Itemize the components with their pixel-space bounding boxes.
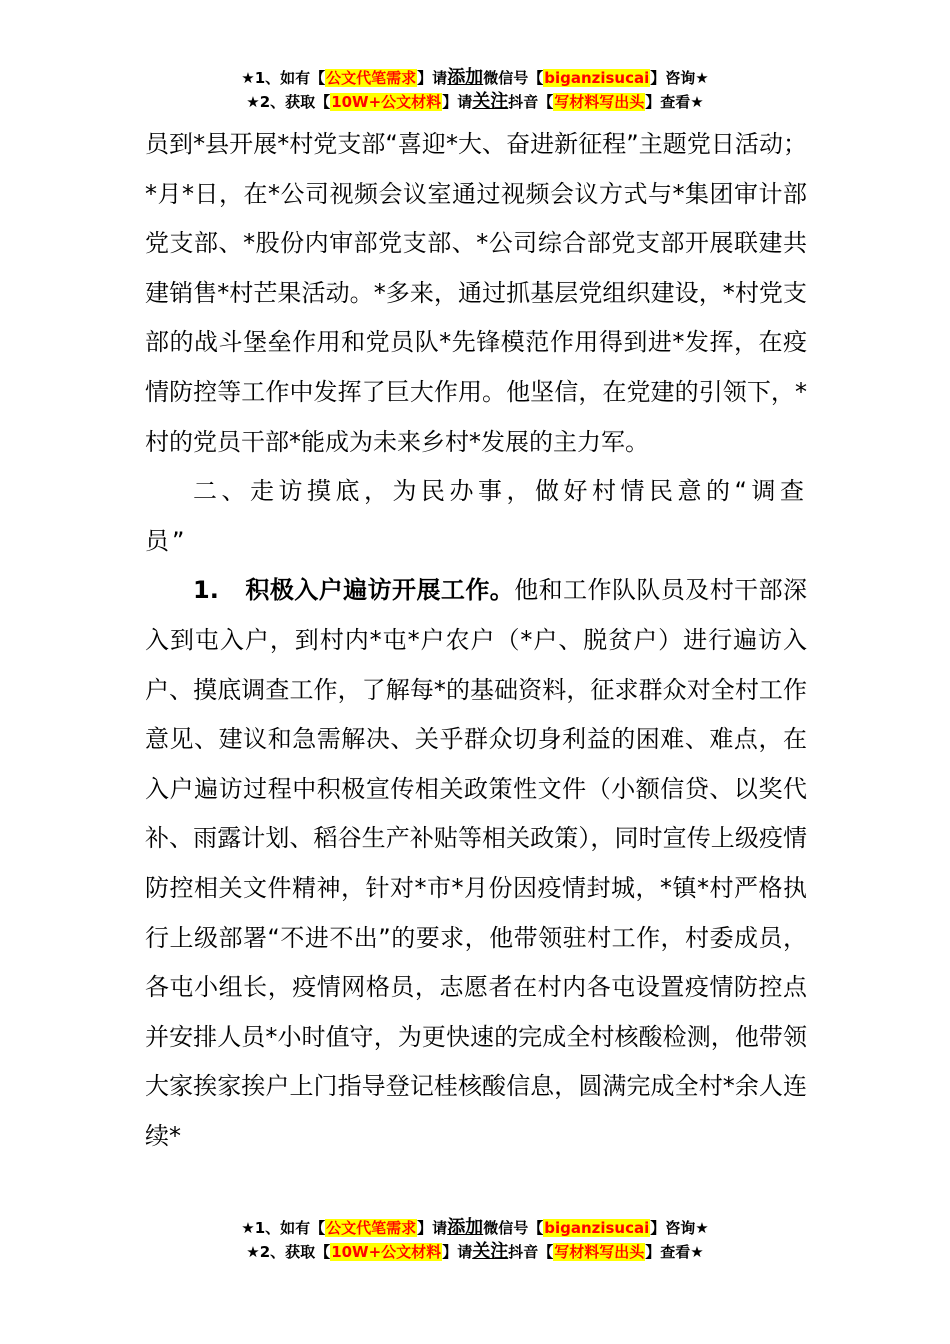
- paragraph: [145, 566, 807, 1161]
- banner-text: 】查看★: [645, 1243, 704, 1261]
- banner-text: ★2、获取【: [246, 93, 331, 111]
- header-banner: [0, 66, 950, 114]
- banner-line-2: [0, 1240, 950, 1264]
- banner-emphasis: 关注: [472, 91, 509, 112]
- banner-text: 抖音【: [508, 1243, 554, 1261]
- banner-highlight: biganzisucai: [544, 1219, 650, 1237]
- document-body: [145, 120, 807, 1161]
- banner-text: 】请: [417, 1219, 448, 1237]
- banner-text: 微信号【: [483, 1219, 544, 1237]
- paragraph: 员到*县开展*村党支部“喜迎*大、奋进新征程”主题党日活动；*月*日，在*公司视频会议室通过视频会议方式与*集团审计部党支部、*股份内审部党支部、*公司综合部党支部开展联建共建销售*村芒果活动。*多来，通过抓基层党组织建设，*村党支部的战斗堡垒作用和党员队*先锋模范作用得到进*发挥，在疫情防控等工作中发挥了巨大作用。他坚信，在党建的引领下，*村的党员干部*能成为未来乡村*发展的主力军。: [145, 130, 807, 456]
- banner-highlight: 公文代笔需求: [326, 69, 417, 87]
- banner-highlight: 10W+公文材料: [331, 1243, 442, 1261]
- banner-text: ★1、如有【: [241, 1219, 326, 1237]
- banner-line-1: [0, 1216, 950, 1240]
- banner-text: 】咨询★: [650, 69, 709, 87]
- footer-banner: [0, 1216, 950, 1264]
- banner-highlight: 公文代笔需求: [326, 1219, 417, 1237]
- section-heading: 二、走访摸底，为民办事，做好村情民意的“调查员”: [145, 477, 807, 555]
- banner-text: 】咨询★: [650, 1219, 709, 1237]
- banner-emphasis: 添加: [447, 1217, 484, 1238]
- item-number: 1.: [193, 576, 219, 605]
- item-body: 他和工作队队员及村干部深入到屯入户，到村内*屯*户农户（*户、脱贫户）进行遍访入户、摸底调查工作，了解每*的基础资料，征求群众对全村工作意见、建议和急需解决、关乎群众切身利益的困难、难点，在入户遍访过程中积极宣传相关政策性文件（小额信贷、以奖代补、雨露计划、稻谷生产补贴等相关政策），同时宣传上级疫情防控相关文件精神，针对*市*月份因疫情封城，*镇*村严格执行上级部署“不进不出”的要求，他带领驻村工作，村委成员，各屯小组长，疫情网格员，志愿者在村内各屯设置疫情防控点并安排人员*小时值守，为更快速的完成全村核酸检测，他带领大家挨家挨户上门指导登记桂核酸信息，圆满完成全村*余人连续*: [145, 576, 808, 1150]
- banner-line-1: [0, 66, 950, 90]
- banner-text: 】请: [417, 69, 448, 87]
- banner-line-2: [0, 90, 950, 114]
- banner-emphasis: 添加: [447, 67, 484, 88]
- banner-text: 】请: [442, 1243, 473, 1261]
- banner-text: 抖音【: [508, 93, 554, 111]
- banner-highlight: biganzisucai: [544, 69, 650, 87]
- banner-text: ★2、获取【: [246, 1243, 331, 1261]
- item-title: 积极入户遍访开展工作。: [245, 576, 515, 605]
- banner-highlight: 10W+公文材料: [331, 93, 442, 111]
- banner-highlight: 写材料写出头: [554, 1243, 645, 1261]
- banner-highlight: 写材料写出头: [554, 93, 645, 111]
- banner-text: ★1、如有【: [241, 69, 326, 87]
- banner-emphasis: 关注: [472, 1241, 509, 1262]
- banner-text: 】查看★: [645, 93, 704, 111]
- banner-text: 】请: [442, 93, 473, 111]
- banner-text: 微信号【: [483, 69, 544, 87]
